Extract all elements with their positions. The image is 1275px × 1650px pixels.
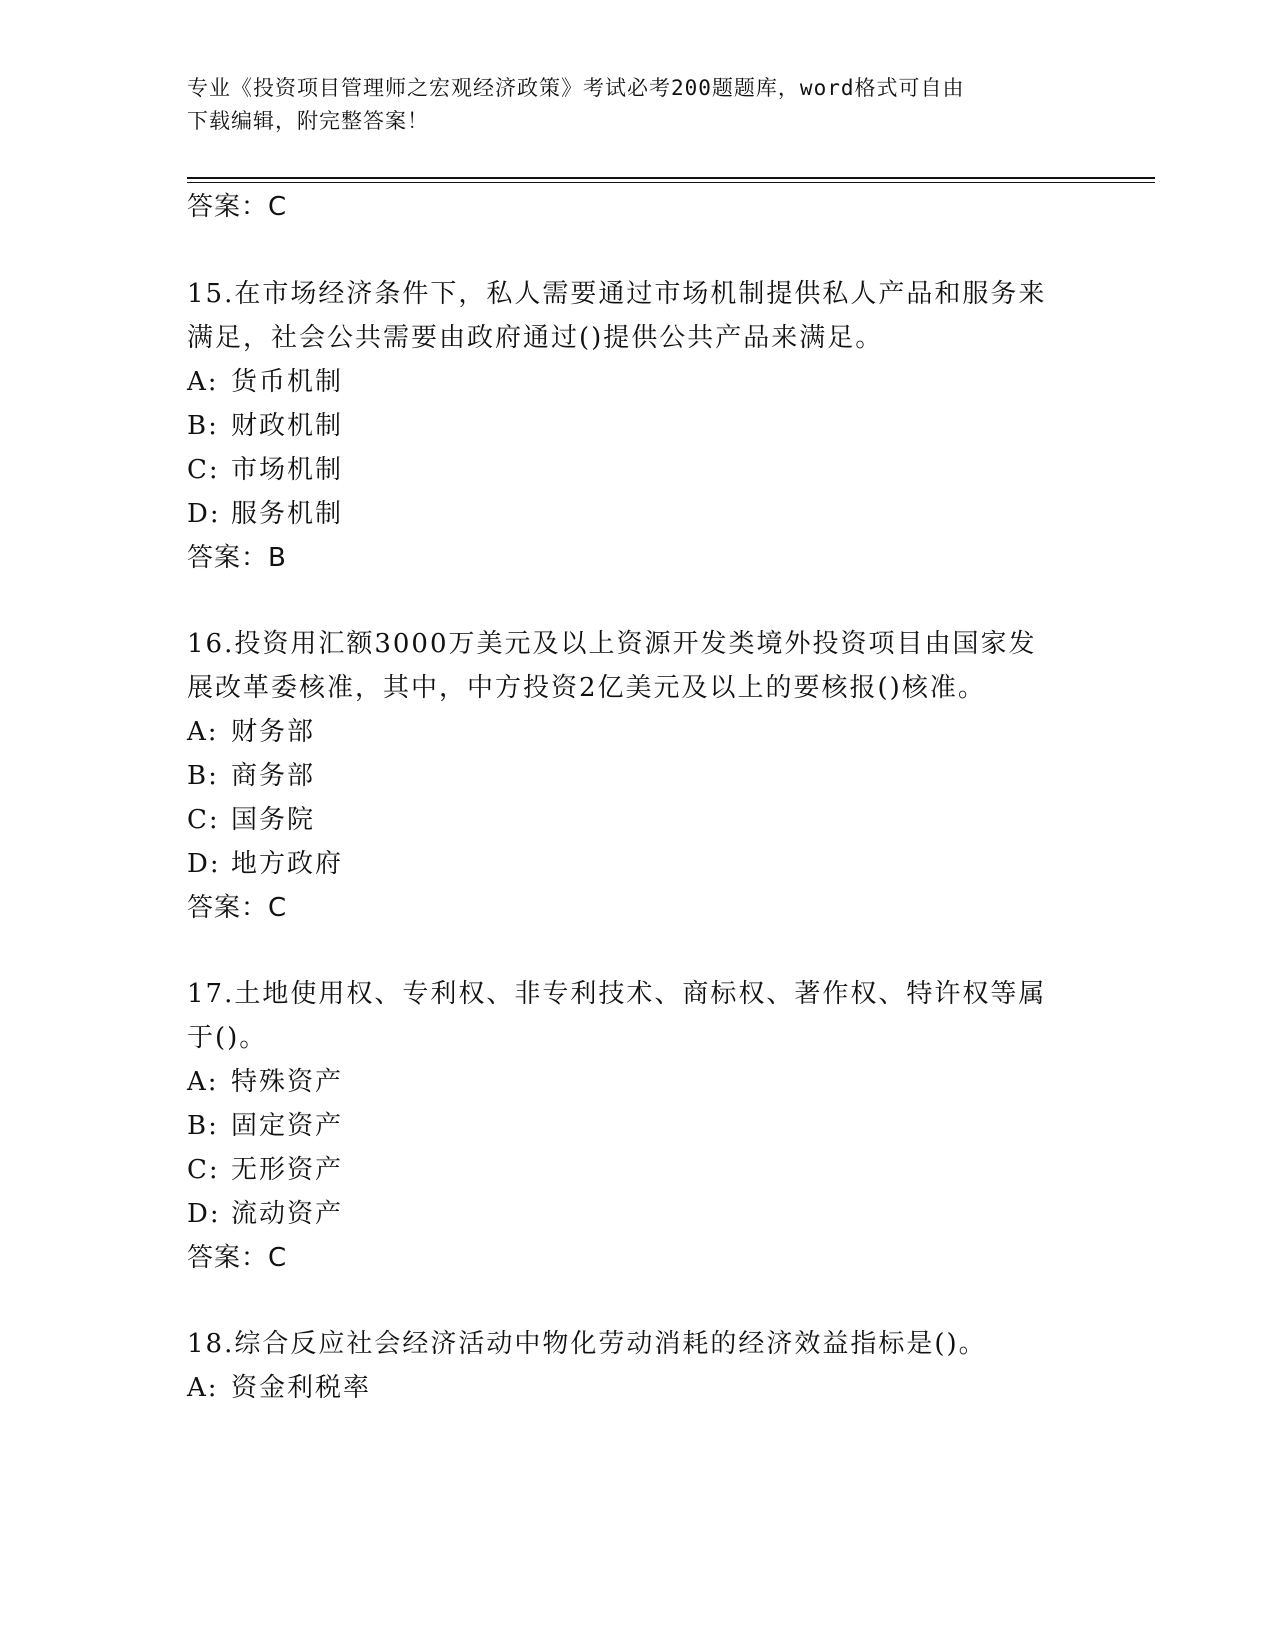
header-line-1: 专业《投资项目管理师之宏观经济政策》考试必考200题题库，word格式可自由: [187, 76, 965, 100]
question-17-option-a: [187, 1061, 1087, 1098]
question-16-option-a: [187, 711, 1087, 748]
question-15-stem-line-1: 15.在市场经济条件下，私人需要通过市场机制提供私人产品和服务来: [187, 279, 1047, 309]
question-16-option-d: [187, 843, 1087, 880]
option-letter: C:: [187, 805, 220, 835]
question-15-option-a: [187, 361, 1087, 398]
option-letter: B:: [187, 1111, 219, 1141]
header-rule-thin: [187, 182, 1155, 183]
document-header: [187, 72, 1087, 138]
question-17-option-b: [187, 1105, 1087, 1142]
option-text: 流动资产: [231, 1199, 344, 1229]
question-16-stem-line-2: 展改革委核准，其中，中方投资2亿美元及以上的要核报()核准。: [187, 673, 986, 703]
header-line-2: 下载编辑，附完整答案！: [187, 109, 429, 133]
question-17-stem-line-1: 17.土地使用权、专利权、非专利技术、商标权、著作权、特许权等属: [187, 979, 1047, 1009]
answer-line: 答案：C: [187, 192, 288, 222]
option-letter: C:: [187, 1155, 220, 1185]
question-16-option-b: [187, 755, 1087, 792]
option-text: 资金利税率: [231, 1373, 372, 1403]
option-text: 国务院: [231, 805, 316, 835]
option-letter: D:: [187, 1199, 221, 1229]
option-text: 财政机制: [231, 411, 344, 441]
option-letter: D:: [187, 499, 221, 529]
question-15-option-b: [187, 405, 1087, 442]
option-letter: A:: [187, 1067, 219, 1097]
option-text: 地方政府: [231, 849, 344, 879]
option-letter: A:: [187, 367, 219, 397]
question-17-option-c: [187, 1149, 1087, 1186]
question-15-stem-line-2: 满足，社会公共需要由政府通过()提供公共产品来满足。: [187, 323, 884, 353]
question-16-answer: 答案：C: [187, 893, 288, 923]
question-16-option-c: [187, 799, 1087, 836]
question-17-stem-line-2: 于()。: [187, 1023, 268, 1053]
header-rule-thick: [187, 177, 1155, 179]
option-letter: B:: [187, 761, 219, 791]
question-17-answer: 答案：C: [187, 1243, 288, 1273]
option-letter: A:: [187, 717, 219, 747]
option-text: 服务机制: [231, 499, 344, 529]
question-18-stem-line-1: 18.综合反应社会经济活动中物化劳动消耗的经济效益指标是()。: [187, 1329, 987, 1359]
option-letter: C:: [187, 455, 220, 485]
question-15-option-d: [187, 493, 1087, 530]
question-18-option-a: [187, 1367, 1087, 1404]
option-letter: A:: [187, 1373, 219, 1403]
question-15-answer: 答案：B: [187, 543, 287, 573]
option-text: 市场机制: [231, 455, 344, 485]
option-letter: B:: [187, 411, 219, 441]
option-text: 特殊资产: [231, 1067, 344, 1097]
option-text: 商务部: [231, 761, 316, 791]
option-text: 货币机制: [231, 367, 344, 397]
option-text: 固定资产: [231, 1111, 344, 1141]
question-17-option-d: [187, 1193, 1087, 1230]
option-text: 财务部: [231, 717, 316, 747]
option-letter: D:: [187, 849, 221, 879]
option-text: 无形资产: [231, 1155, 344, 1185]
question-16-stem-line-1: 16.投资用汇额3000万美元及以上资源开发类境外投资项目由国家发: [187, 629, 1037, 659]
question-15-option-c: [187, 449, 1087, 486]
